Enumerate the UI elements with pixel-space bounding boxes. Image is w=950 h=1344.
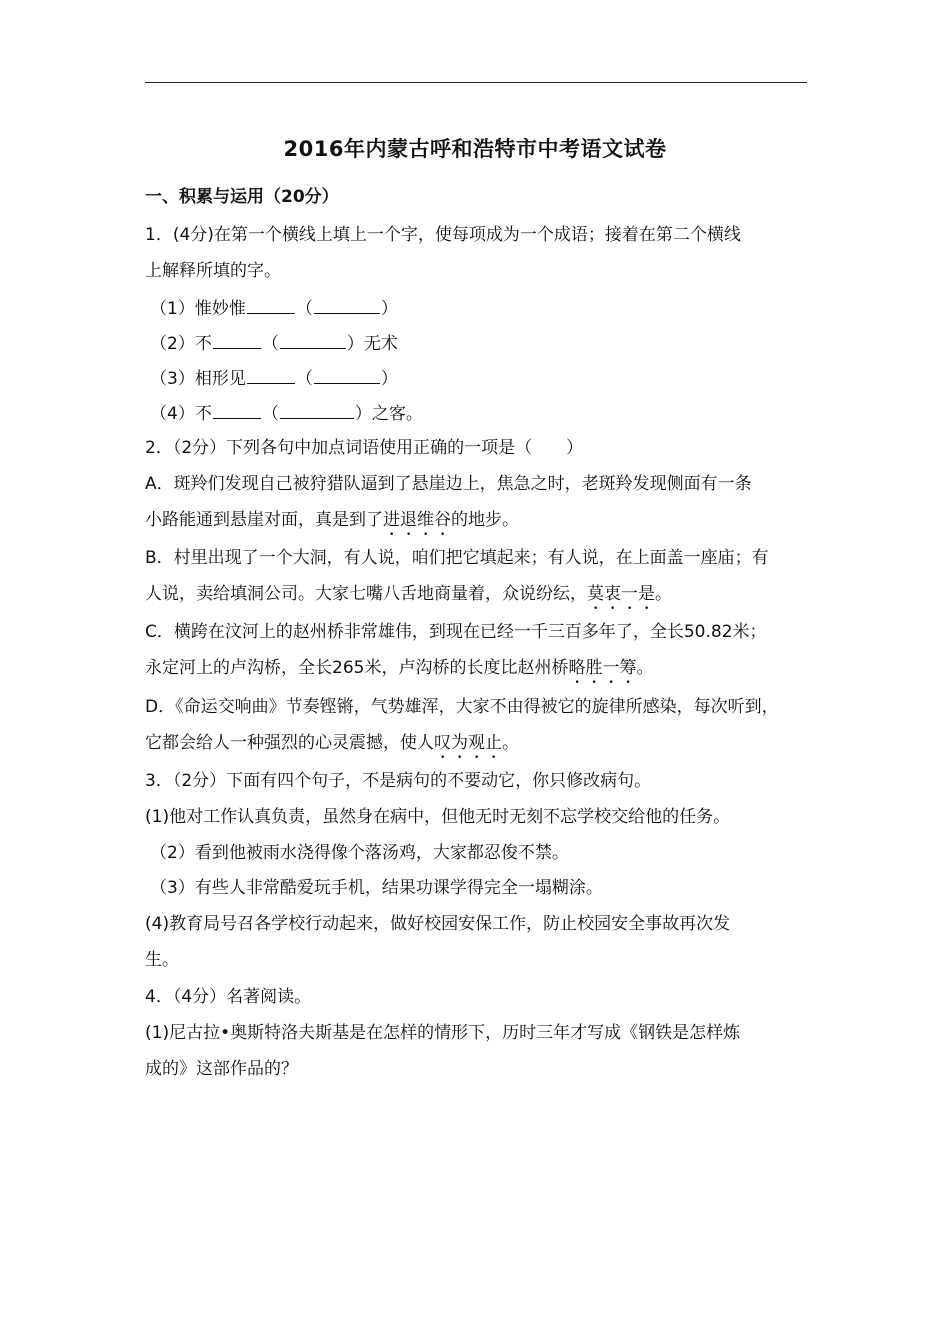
q1-item-3-mid: （ xyxy=(295,369,313,389)
q2-option-c-line2 xyxy=(145,656,815,688)
q1-item-3-blank-meaning[interactable] xyxy=(314,365,380,384)
q3-sentence-4b: 生。 xyxy=(145,950,179,970)
q1-item-2-mid: （ xyxy=(261,334,279,354)
q2-a-text: 小路能通到悬崖对面，真是到了 xyxy=(145,510,383,530)
q4-sentence-1b: 成的》这部作品的？ xyxy=(145,1059,298,1079)
q1-item-1-post: ） xyxy=(380,299,398,319)
q1-item-4 xyxy=(150,400,820,426)
q2-d-tail: 。 xyxy=(502,733,519,753)
q3-sentence-1: (1)他对工作认真负责，虽然身在病中，但他无时无刻不忘学校交给他的任务。 xyxy=(145,807,731,827)
q1-stem-line1: 1．(4分)在第一个横线上填上一个字，使每项成为一个成语；接着在第二个横线 xyxy=(145,225,741,245)
q1-item-4-blank-char[interactable] xyxy=(213,400,261,419)
q2-d-dotted-phrase: 叹为观止 xyxy=(434,733,502,753)
q3-sentence-3: （3）有些人非常酷爱玩手机，结果功课学得完全一塌糊涂。 xyxy=(150,878,603,898)
q1-item-4-blank-meaning[interactable] xyxy=(280,400,354,419)
q2-option-d-line2 xyxy=(145,731,815,763)
q1-item-1 xyxy=(150,295,820,321)
q1-item-2-blank-meaning[interactable] xyxy=(280,330,346,349)
q1-item-2 xyxy=(150,330,820,356)
q2-c-dotted-phrase: 略胜一筹 xyxy=(568,658,637,678)
q1-item-3-post: ） xyxy=(380,369,398,389)
q2-d-text: 它都会给人一种强烈的心灵震撼，使人 xyxy=(145,733,434,753)
q1-item-3 xyxy=(150,365,820,391)
q1-item-1-blank-meaning[interactable] xyxy=(314,295,380,314)
q3-sentence-2: （2）看到他被雨水浇得像个落汤鸡，大家都忍俊不禁。 xyxy=(150,843,569,863)
q4-sentence-1a: (1)尼古拉•奥斯特洛夫斯基是在怎样的情形下，历时三年才写成《钢铁是怎样炼 xyxy=(145,1023,741,1043)
q1-item-4-mid: （ xyxy=(261,404,279,424)
q3-stem: 3．（2分）下面有四个句子，不是病句的不要动它，你只修改病句。 xyxy=(145,771,652,791)
q2-option-c-line1: C．横跨在汶河上的赵州桥非常雄伟，到现在已经一千三百多年了，全长50.82米； xyxy=(145,622,767,642)
q2-b-tail: 。 xyxy=(655,584,672,604)
q2-c-text: 永定河上的卢沟桥，全长265米，卢沟桥的长度比赵州桥 xyxy=(145,658,569,678)
q1-item-4-pre: （4）不 xyxy=(150,404,212,424)
section-heading: 一、积累与运用（20分） xyxy=(145,187,339,207)
q1-stem-line2: 上解释所填的字。 xyxy=(145,261,281,281)
q1-item-2-pre: （2）不 xyxy=(150,334,212,354)
page-title: 2016年内蒙古呼和浩特市中考语文试卷 xyxy=(283,137,667,161)
q1-item-3-blank-char[interactable] xyxy=(247,365,295,384)
q1-item-1-pre: （1）惟妙惟 xyxy=(150,299,246,319)
q1-item-3-pre: （3）相形见 xyxy=(150,369,246,389)
q2-b-text: 人说，卖给填洞公司。大家七嘴八舌地商量着，众说纷纭， xyxy=(145,584,587,604)
q1-item-1-mid: （ xyxy=(295,299,313,319)
q1-item-2-blank-char[interactable] xyxy=(213,330,261,349)
q2-option-b-line2 xyxy=(145,582,815,614)
q2-a-dotted-phrase: 进退维谷 xyxy=(383,510,451,530)
q1-item-2-post: ）无术 xyxy=(346,334,398,354)
q3-sentence-4a: (4)教育局号召各学校行动起来，做好校园安保工作，防止校园安全事故再次发 xyxy=(145,914,731,934)
q1-item-1-blank-char[interactable] xyxy=(247,295,295,314)
header-rule xyxy=(145,82,807,83)
q2-b-dotted-phrase: 莫衷一是 xyxy=(587,584,655,604)
q2-c-tail: 。 xyxy=(636,658,654,678)
q2-option-d-line1: D．《命运交响曲》节奏铿锵，气势雄浑，大家不由得被它的旋律所感染，每次听到， xyxy=(145,697,779,717)
q2-a-tail: 的地步。 xyxy=(451,510,519,530)
q2-option-b-line1: B．村里出现了一个大洞，有人说，咱们把它填起来；有人说，在上面盖一座庙；有 xyxy=(145,548,769,568)
q2-option-a-line2 xyxy=(145,508,815,540)
q2-option-a-line1: A．斑羚们发现自己被狩猎队逼到了悬崖边上，焦急之时，老斑羚发现侧面有一条 xyxy=(145,474,752,494)
q2-stem: 2．（2分）下列各句中加点词语使用正确的一项是（ ） xyxy=(145,438,584,458)
q1-item-4-post: ）之客。 xyxy=(354,404,423,424)
q4-stem: 4．（4分）名著阅读。 xyxy=(145,987,312,1007)
